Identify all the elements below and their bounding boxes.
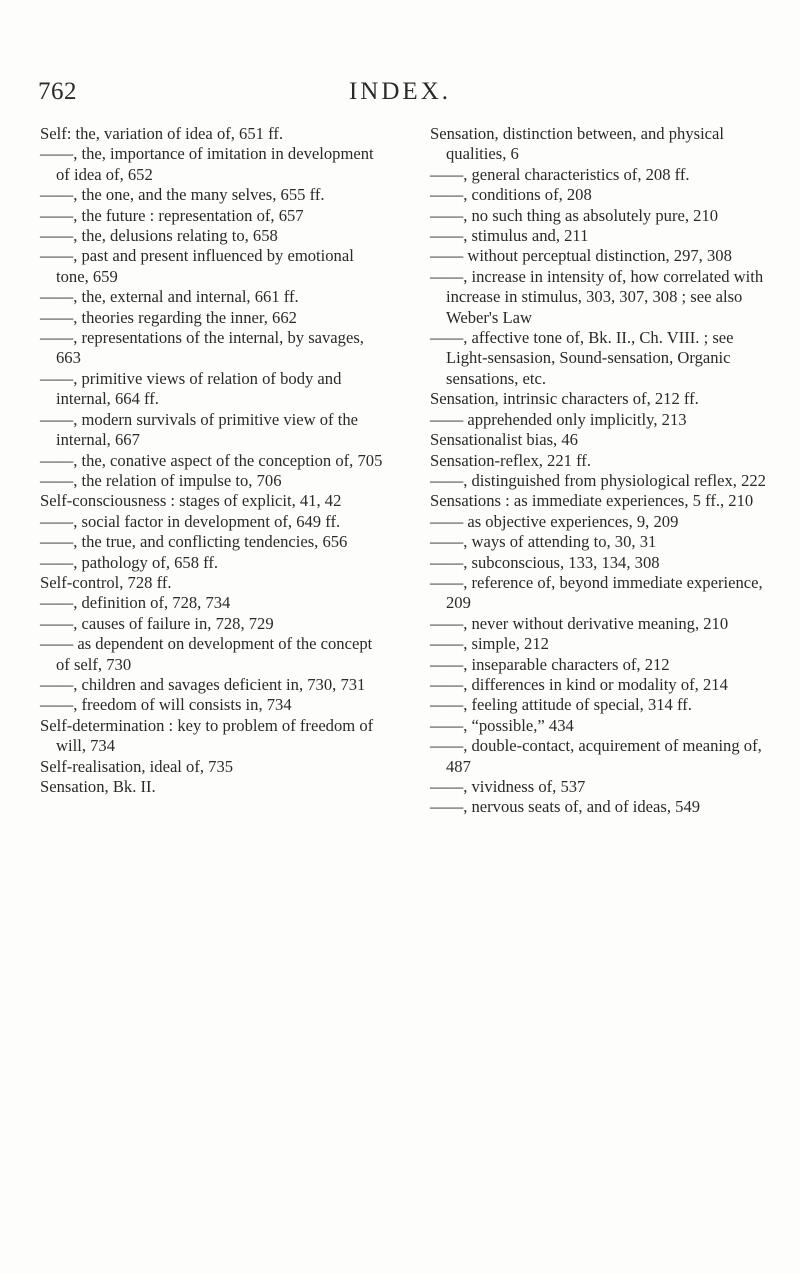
running-head: INDEX.	[348, 78, 451, 105]
index-entry: ——, vividness of, 537	[430, 777, 586, 796]
index-entry: Sensations : as immediate experiences, 5 ff., 210	[430, 491, 754, 511]
index-entry: Sensationalist bias, 46	[430, 430, 578, 450]
index-entry: ——, the, external and internal, 661 ff.	[40, 287, 299, 307]
index-column-left	[40, 124, 388, 797]
index-entry: ——, theories regarding the inner, 662	[40, 307, 297, 327]
index-entry: ——, the one, and the many selves, 655 ff.	[40, 185, 325, 205]
index-entry: Sensation, distinction between, and physical qualities, 6	[430, 124, 725, 164]
index-column-right	[430, 124, 770, 818]
page-header	[0, 78, 800, 108]
index-entry: ——, nervous seats of, and of ideas, 549	[430, 797, 701, 817]
index-entry: ——, subconscious, 133, 134, 308	[430, 552, 660, 572]
index-entry: —— without perceptual distinction, 297, 308	[430, 246, 732, 266]
index-entry: ——, inseparable characters of, 212	[430, 654, 670, 674]
index-entry: ——, the true, and conflicting tendencies, 656	[40, 532, 348, 552]
index-entry: ——, double-contact, acquirement of meaning of, 487	[430, 736, 762, 776]
index-entry: ——, representations of the internal, by savages, 663	[40, 328, 364, 368]
index-entry: ——, social factor in development of, 649 ff.	[40, 511, 341, 531]
index-entry: ——, no such thing as absolutely pure, 210	[430, 205, 719, 225]
index-entry: ——, ways of attending to, 30, 31	[430, 532, 657, 552]
index-entry: ——, “possible,” 434	[430, 715, 574, 735]
page-number: 762	[38, 78, 77, 105]
index-entry: ——, reference of, beyond immediate experience, 209	[430, 572, 763, 613]
index-entry: ——, differences in kind or modality of, 214	[430, 674, 728, 694]
index-entry: Sensation, Bk. II.	[40, 777, 156, 796]
index-entry: ——, the relation of impulse to, 706	[40, 470, 282, 490]
index-entry: ——, pathology of, 658 ff.	[40, 552, 219, 572]
index-entry: ——, increase in intensity of, how correlated with increase in stimulus, 303, 307, 308 ; see also Weber's Law	[430, 266, 764, 327]
index-entry: Self-determination : key to problem of freedom of will, 734	[40, 715, 374, 756]
index-entry: ——, the, importance of imitation in development of idea of, 652	[40, 144, 374, 184]
index-entry: ——, the, conative aspect of the conception of, 705	[40, 450, 383, 470]
index-entry: ——, the, delusions relating to, 658	[40, 226, 278, 246]
index-entry: Sensation, intrinsic characters of, 212 ff.	[430, 389, 699, 409]
index-entry: ——, affective tone of, Bk. II., Ch. VIII. ; see Light-sensasion, Sound-sensation, Organic sensations, etc.	[430, 328, 734, 388]
index-entry: Self-realisation, ideal of, 735	[40, 756, 234, 776]
index-entry: ——, feeling attitude of special, 314 ff.	[430, 695, 692, 715]
index-entry: —— apprehended only implicitly, 213	[430, 409, 687, 429]
index-entry: ——, never without derivative meaning, 210	[430, 613, 729, 633]
index-entry: Self: the, variation of idea of, 651 ff.	[40, 124, 283, 143]
index-entry: Self-consciousness : stages of explicit, 41, 42	[40, 491, 342, 511]
index-entry: ——, distinguished from physiological reflex, 222	[430, 470, 766, 490]
index-entry: ——, children and savages deficient in, 730, 731	[40, 674, 366, 694]
index-entry: ——, past and present influenced by emotional tone, 659	[40, 246, 354, 286]
index-entry: ——, causes of failure in, 728, 729	[40, 613, 274, 633]
index-entry: ——, general characteristics of, 208 ff.	[430, 164, 690, 184]
index-entry: Sensation-reflex, 221 ff.	[430, 450, 591, 470]
index-entry: ——, primitive views of relation of body and internal, 664 ff.	[40, 368, 342, 409]
index-entry: ——, definition of, 728, 734	[40, 593, 231, 613]
index-entry: ——, stimulus and, 211	[430, 226, 589, 246]
index-entry: ——, freedom of will consists in, 734	[40, 695, 292, 715]
index-entry: ——, modern survivals of primitive view of the internal, 667	[40, 409, 358, 450]
index-entry: ——, conditions of, 208	[430, 185, 592, 205]
index-entry: Self-control, 728 ff.	[40, 572, 172, 592]
index-entry: —— as objective experiences, 9, 209	[430, 511, 679, 531]
index-entry: ——, the future : representation of, 657	[40, 205, 304, 225]
index-entry: —— as dependent on development of the concept of self, 730	[40, 634, 373, 674]
index-entry: ——, simple, 212	[430, 634, 549, 654]
